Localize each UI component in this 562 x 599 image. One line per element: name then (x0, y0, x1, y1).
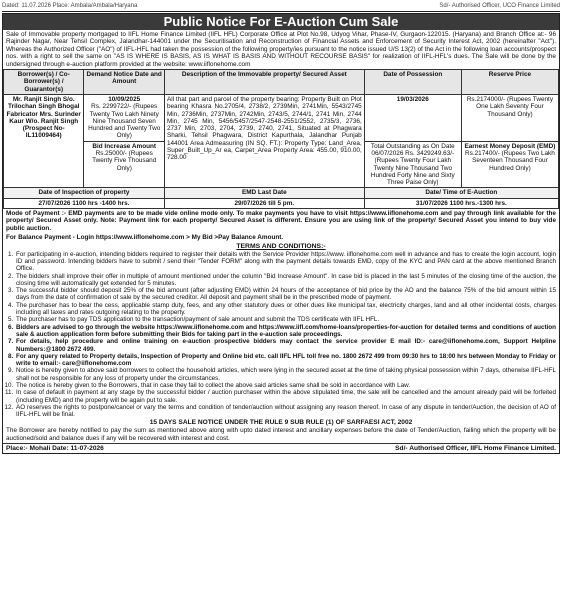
signature: Sd/- Authorised Officer, IIFL Home Finance Limited. (395, 444, 556, 452)
list-item: 12. AO reserves the rights to postpone/cancel or vary the terms and condition of tender/auction without assigning any reason thereof. In case of any dispute in tender/Auction, the decision of AO of IIFL-HFL will be final. (15, 404, 556, 419)
notice-intro: Sale of Immovable property mortgaged to IIFL Home Finance Limited (IIFL HFL) Corporate Office at Plot No.98, Udyog Vihar, Phase-IV, Gurgaon-122015. (Haryana) and Branch Office at:- 96 Rajinder Nagar, Near Tehsil Complex, Jalandhar-144001 under the Securitisation and Reconstruction of Financial Assets and Enforcement of Security Interest Act, 2002 (hereinafter "Act"). Whereas the Authorized Officer ("AO") of IIFL-HFL had taken the possession of the following property/ies pursuant to the notice issued U/S 13(2) of the Act in the following loan accounts/prospect nos. with a right to sell the same on "AS IS WHERE IS BASIS, AS IS WHAT IS BASIS AND WITHOUT RECOURSE BASIS" for realization of IIFL-HFL's dues. The Sale will be done by the undersigned through e-auction platform provided at the website: www.iiflonehome.com (6, 31, 556, 68)
header-demand-notice: Demand Notice Date and Amount (84, 70, 164, 95)
list-item: 4. The purchaser has to bear the cess, applicable stamp duty, fees, and any other statutory dues or other dues like municipal tax, electricity charges, land and all other incidental costs, charges including all taxes and rates outgoing relating to the property. (15, 302, 556, 317)
inspection-label: Date of Inspection of property (4, 188, 165, 198)
demand-date: 10/09/2025 (108, 95, 141, 103)
bid-increase-amount: Rs.25000/- (Rupees Twenty Five Thousand Only) (92, 150, 157, 172)
emd-last-date-value: 29/07/2026 till 5 pm. (164, 198, 364, 208)
list-item: 11. In case of default in payment at any stage by the successful bidder / auction purchaser within the above stipulated time, the sale will be cancelled and the amount already paid will be forfeited (including EMD) and the property will be again put to sale. (15, 389, 556, 404)
table-row (4, 94, 559, 141)
notice-footer (3, 443, 559, 453)
auction-notice (2, 13, 560, 454)
dates-value-row (4, 198, 559, 208)
table-header-row (4, 70, 559, 95)
reserve-price-cell (461, 94, 558, 141)
list-item: 10. The notice is hereby given to the Borrowers, that in case they fail to collect the above said articles same shall be sold in accordance with Law. (15, 382, 556, 389)
outstanding-cell (364, 141, 461, 188)
emd-last-date-label: EMD Last Date (164, 188, 364, 198)
header-possession-date: Date of Possession (364, 70, 461, 95)
emd-cell (461, 141, 558, 188)
list-item: 1. For participating in e-auction, intending bidders required to register their details with the Service Provider https://www. iiflonehome.com well in advance and has to create the login account, login ID and password. Intending bidders have to submit / send their "Tender FORM" along with the payment details towards EMD, copy of the KYC and PAN card at the above mentioned Branch Office. (15, 251, 556, 273)
outstanding-amount: Total Outstanding as On Date 06/07/2026 Rs. 3429249.63/- (Rupees Twenty Four Lakh Twenty Nine Thousand Two Hundred Forty Nine and Sixty Three Paise Only) (370, 142, 455, 187)
auction-table (3, 69, 559, 209)
list-item: 3. The successful bidder should deposit 25% of the bid amount (after adjusting EMD) within 24 hours of the acceptance of bid price by the AO and the balance 75% of the bid amount within 15 days from the date of confirmation of sale by the secured creditor. All deposit and payment shall be in the prescribed mode of payment. (15, 287, 556, 302)
list-item: 9. Notice is hereby given to above said borrowers to collect the household articles, which were lying in the secured asset at the time of taking physical possession within 7 days, otherwise IIFL-HFL shall not be responsible for any loss of property under the circumstances. (15, 367, 556, 382)
reserve-price: Rs.2174000/- (Rupees Twenty One Lakh Seventy Four Thousand Only) (466, 95, 554, 118)
demand-amount: Rs. 2299722/- (Rupees Twenty Two Lakh Ninety Nine Thousand Seven Hundred and Twenty Two Only) (88, 103, 161, 140)
place-date: Place:- Mohali Date: 11-07-2026 (6, 444, 104, 452)
bid-increase-title: Bid Increase Amount (92, 142, 157, 150)
emd-title: Earnest Money Deposit (EMD) (464, 142, 556, 150)
list-item: 6. Bidders are advised to go through the website https://www.iiflonehome.com and https://www.iifl.com/home-loans/properties-for-auction for detailed terms and conditions of auction sale & auction application form before submitting their Bids for taking part in the e-auction sale proceedings. (15, 324, 556, 339)
demand-notice-cell (84, 94, 164, 141)
possession-cell (364, 94, 461, 141)
header-property-description: Description of the Immovable property/ Secured Asset (164, 70, 364, 95)
inspection-value: 27/07/2026 1100 hrs -1400 hrs. (4, 198, 165, 208)
property-description-cell: All that part and parcel of the property bearing: Property Built on Plot bearing Khasra No.2705/4, 2738/2, 2739Min, 2741Min, 5543/2745 Min, 2736Min, 2737Min, 2742Min, 2743/5, 2744/1, 2741 Min, 2744 Min, 2745 Min, 5456/5457/2547-2548-2551/2552, 2735/3, 2736, 2737 Min, 2703, 2704, 2739, 2740, 2741, Situated at Phagwara Sharki, Tehsil Phagwara, District Kapurthala, Jalandhar Punjab 144001 Area Admeasuring (IN SQ. FT.): Property Type: Land_Area, Super_Built_Up_Ar ea, Carpet_Area Property Area: 455.00, 910.00, 728.00 (164, 94, 364, 188)
dates-label-row (4, 188, 559, 198)
emd-amount: Rs.217400/- (Rupees Two Lakh Seventeen Thousand Four Hundred Only) (465, 150, 555, 172)
rule15-text: The Borrower are hereby notified to pay the sum as mentioned above along with upto dated interest and ancillary expenses before the date of Tender/Auction, failing which the property will be auctioned/sold and balance dues if any will be recovered with interest and cost. (6, 427, 556, 442)
newspaper-clipping (2, 1, 560, 597)
header-borrower: Borrower(s) / Co-Borrower(s) / Guarantor(s) (4, 70, 84, 95)
auction-time-label: Date/ Time of E-Auction (364, 188, 558, 198)
auction-time-value: 31/07/2026 1100 hrs.-1300 hrs. (364, 198, 558, 208)
rule15-heading: 15 DAYS SALE NOTICE UNDER THE RULE 9 SUB RULE (1) OF SARFAESI ACT, 2002 (149, 418, 413, 426)
previous-notice-left: Dated: 11.07.2026 Place: Ambala/Ambala/Haryana (2, 3, 138, 9)
terms-list (3, 251, 559, 419)
list-item: 5. The purchaser has to pay TDS application to the transaction/payment of sale amount and submit the TDS certificate with IIFL HFL. (15, 316, 556, 323)
previous-notice-right: Sd/- Authorised Officer, UCO Finance Limited (439, 3, 560, 9)
notice-title: Public Notice For E-Auction Cum Sale (3, 14, 559, 30)
terms-heading: TERMS AND CONDITIONS:- (236, 242, 326, 250)
borrower-cell: Mr. Ranjit Singh S/o. Trilochan Singh Bhogal Fabricator Mrs. Surinder Kaur W/o. Ranjit Singh (Prospect No-IL11009464) (4, 94, 84, 188)
list-item: 2. The bidders shall improve their offer in multiple of amount mentioned under the column "Bid Increase Amount". In case bid is placed in the last 5 minutes of the closing time of the auction, the closing time will automatically get extended for 5 minutes. (15, 273, 556, 288)
list-item: 7. For details, help procedure and online training on e-auction prospective bidders may contact the service provider E mail ID:- care@iiflonehome.com, Support Helpline Numbers:@1800 2672 499. (15, 338, 556, 353)
list-item: 8. For any query related to Property details, Inspection of Property and Online bid etc. call IIFL HFL toll free no. 1800 2672 499 from 09:30 hrs to 18:00 hrs between Monday to Friday or write to email:- care@iiflonehome.com (15, 353, 556, 368)
mode-of-payment: Mode of Payment :- EMD payments are to be made vide online mode only. To make payments you have to visit https://www.iiflonehome.com and pay through link available for the property/ Secured Asset only. Note: Payment link for each property/ Secured Asset is different. Ensure you are using link of the property/ Secured Asset you intend to buy vide public auction. (6, 210, 556, 232)
bid-increase-cell (84, 141, 164, 188)
header-reserve-price: Reserve Price (461, 70, 558, 95)
balance-payment: For Balance Payment - Login https://www.iiflonehome.com > My Bid >Pay Balance Amount. (6, 234, 284, 242)
possession-date: 19/03/2026 (396, 95, 429, 103)
previous-notice-strip (2, 1, 560, 12)
